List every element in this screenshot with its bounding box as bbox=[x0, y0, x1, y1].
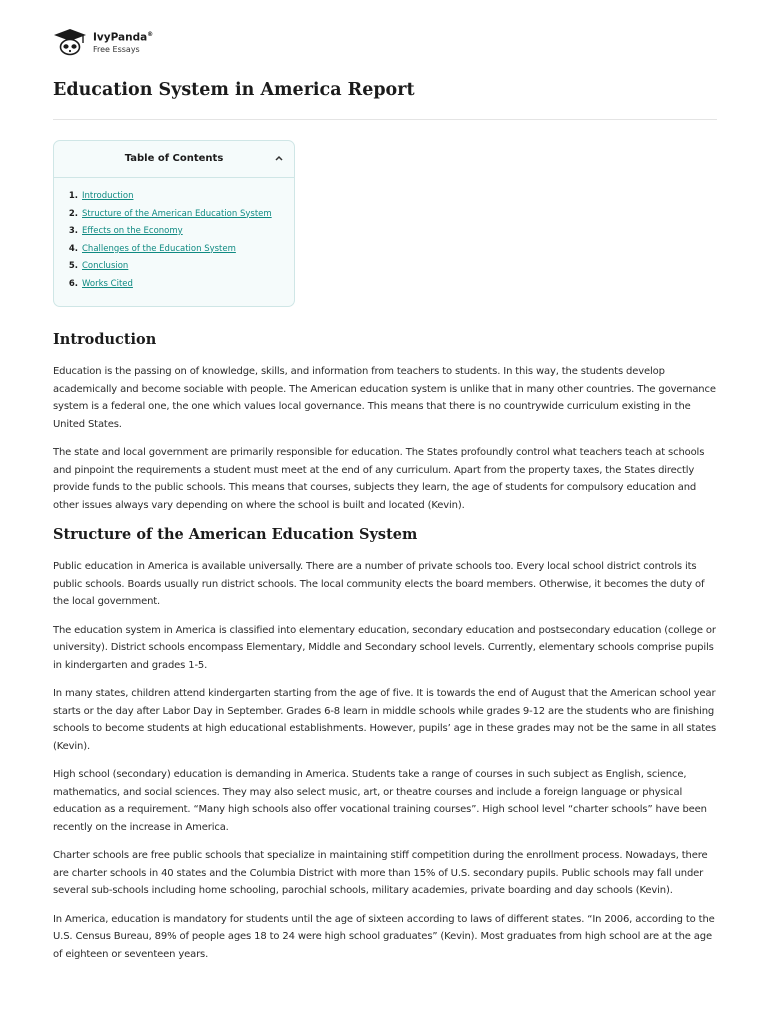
toc-link-effects[interactable]: Effects on the Economy bbox=[82, 226, 183, 236]
paragraph: High school (secondary) education is demanding in America. Students take a range of courses in such subject as English, science, mathematics, and social sciences. They may also select music, art, or theatre courses and include a foreign language or physical education as a requirement. “Many high schools also offer vocational training courses”. High school level “charter schools” have been recently on the increase in America. bbox=[53, 769, 707, 833]
page-title: Education System in America Report bbox=[53, 80, 415, 100]
section-heading-structure: Structure of the American Education System bbox=[53, 526, 418, 543]
toc-header[interactable] bbox=[54, 141, 294, 178]
divider bbox=[53, 119, 717, 120]
brand-logo[interactable] bbox=[53, 28, 153, 56]
chevron-up-icon[interactable] bbox=[275, 141, 283, 177]
toc-link-introduction[interactable]: Introduction bbox=[82, 191, 134, 201]
paragraph: The education system in America is classified into elementary education, secondary education and postsecondary education (college or university). District schools encompass Elementary, Middle and Secondary school levels. Currently, elementary schools comprise pupils in kindergarten and grades 1-5. bbox=[53, 624, 716, 671]
brand-tagline: Free Essays bbox=[93, 44, 140, 54]
toc-link-conclusion[interactable]: Conclusion bbox=[82, 261, 129, 271]
toc-heading: Table of Contents bbox=[124, 153, 224, 164]
paragraph: In many states, children attend kindergarten starting from the age of five. It is towards the end of August that the American school year starts or the day after Labor Day in September. Grades 6-8 learn in middle schools while grades 9-12 are the students who are finishing schools to become students at high educational establishments. However, pupils’ age in these grades may not be the same in all states (Kevin). bbox=[53, 688, 717, 752]
paragraph: In America, education is mandatory for students until the age of sixteen according to laws of different states. “In 2006, according to the U.S. Census Bureau, 89% of people ages 18 to 24 were high school graduates” (Kevin). Most graduates from high school are at the age of eighteen or seventeen years. bbox=[53, 913, 715, 960]
toc-item: 3. Effects on the Economy bbox=[68, 226, 183, 236]
toc-item: 2. Structure of the American Education System bbox=[68, 208, 272, 219]
paragraph: The state and local government are primarily responsible for education. The States profoundly control what teachers teach at schools and pinpoint the requirements a student must meet at the end of any curriculum. Apart from the property taxes, the States directly provide funds to the public schools. This means that courses, subjects they learn, the age of students for compulsory education and other issues always vary depending on where the school is built and located (Kevin). bbox=[53, 447, 705, 511]
toc-link-challenges[interactable]: Challenges of the Education System bbox=[82, 243, 236, 254]
toc-item: 1. Introduction bbox=[68, 191, 134, 201]
brand-name: IvyPanda® bbox=[93, 31, 154, 44]
toc-link-works-cited[interactable]: Works Cited bbox=[82, 278, 133, 289]
toc-link-structure[interactable]: Structure of the American Education System bbox=[82, 208, 272, 219]
section-heading-introduction: Introduction bbox=[53, 331, 157, 348]
paragraph: Charter schools are free public schools that specialize in maintaining stiff competition during the enrollment process. Nowadays, there are charter schools in 40 states and the Columbia District with more than 15% of U.S. secondary pupils. Public schools may fall under several sub-schools including home schooling, parochial schools, military academies, private boarding and day schools (Kevin). bbox=[53, 850, 708, 896]
panda-graduate-icon bbox=[53, 28, 87, 56]
toc-item: 4. Challenges of the Education System bbox=[68, 243, 236, 254]
toc-item: 6. Works Cited bbox=[68, 278, 133, 289]
toc-item: 5. Conclusion bbox=[68, 261, 129, 271]
table-of-contents bbox=[53, 140, 295, 307]
essay-body bbox=[53, 322, 717, 974]
paragraph: Education is the passing on of knowledge, skills, and information from teachers to students. In this way, the students develop academically and become sociable with people. The American education system is unlike that in many other countries. The governance system is a federal one, the one which values local governance. This means that there is no countrywide curriculum existing in the United States. bbox=[53, 366, 716, 430]
paragraph: Public education in America is available universally. There are a number of private schools too. Every local school district controls its public schools. Boards usually run district schools. The local community elects the board members. Otherwise, it becomes the duty of the local government. bbox=[53, 561, 705, 607]
